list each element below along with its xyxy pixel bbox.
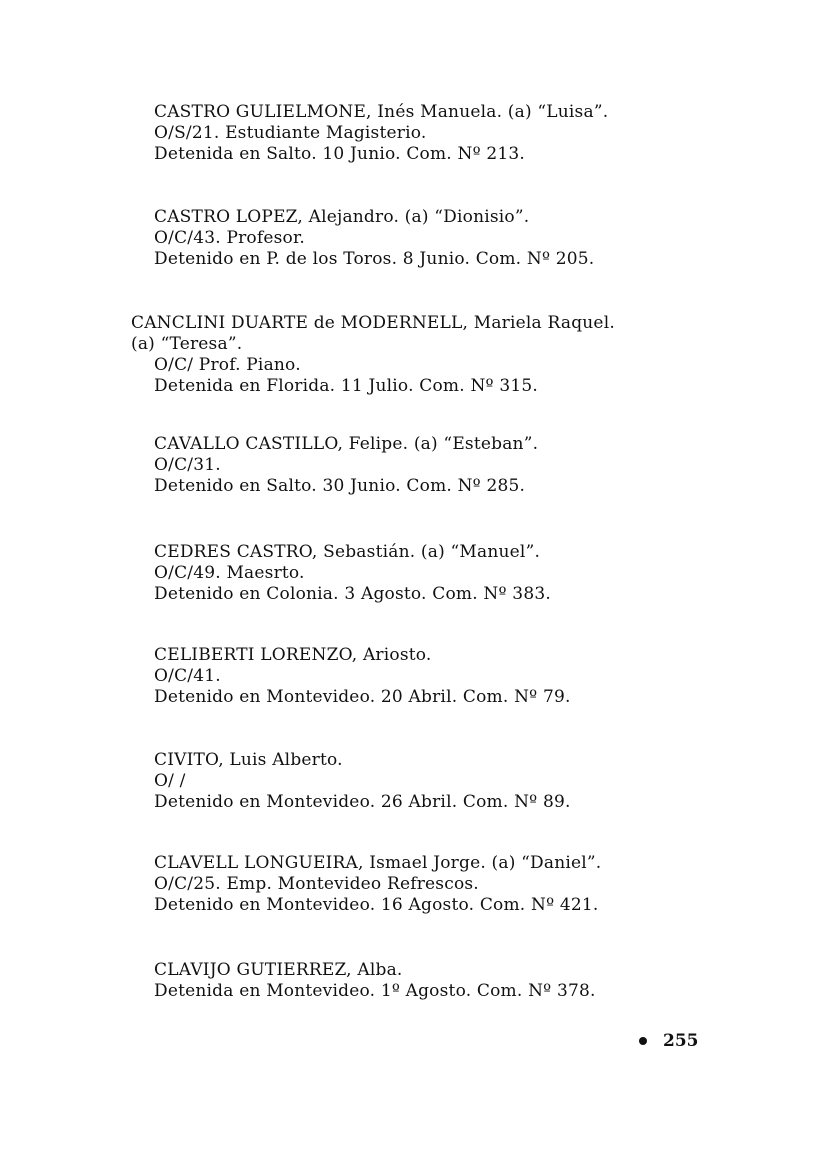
- bullet-icon: [639, 1037, 647, 1045]
- entry-detention-line: Detenida en Florida. 11 Julio. Com. Nº 315.: [154, 376, 538, 396]
- entry-cavallo-castillo: [154, 434, 714, 497]
- entry-detention-line: Detenido en Salto. 30 Junio. Com. Nº 285.: [154, 476, 526, 496]
- entry-detail-line: O/C/ Prof. Piano.: [154, 355, 301, 375]
- entry-name-line: CAVALLO CASTILLO, Felipe. (a) “Esteban”.: [154, 434, 539, 454]
- entry-detention-line: Detenida en Salto. 10 Junio. Com. Nº 213.: [154, 144, 526, 164]
- entry-canclini-duarte: [131, 313, 691, 397]
- entry-name-line: CLAVIJO GUTIERREZ, Alba.: [154, 960, 403, 980]
- page-number: 255: [663, 1031, 699, 1051]
- entry-clavijo-gutierrez: [154, 960, 714, 1002]
- entry-detention-line: Detenido en P. de los Toros. 8 Junio. Com. Nº 205.: [154, 249, 595, 269]
- entry-name-line: CELIBERTI LORENZO, Ariosto.: [154, 645, 432, 665]
- page-footer: [639, 1030, 719, 1052]
- entry-detail-line: O/ /: [154, 771, 186, 791]
- entry-detention-line: Detenida en Montevideo. 1º Agosto. Com. Nº 378.: [154, 981, 596, 1001]
- entry-name-line: CIVITO, Luis Alberto.: [154, 750, 343, 770]
- entry-name-line: CASTRO GULIELMONE, Inés Manuela. (a) “Luisa”.: [154, 102, 609, 122]
- entry-detention-line: Detenido en Montevideo. 20 Abril. Com. Nº 79.: [154, 687, 571, 707]
- entry-celiberti-lorenzo: [154, 645, 714, 708]
- entry-detail-line: O/C/31.: [154, 455, 221, 475]
- entry-detention-line: Detenido en Colonia. 3 Agosto. Com. Nº 383.: [154, 584, 551, 604]
- entry-name-line: CEDRES CASTRO, Sebastián. (a) “Manuel”.: [154, 542, 541, 562]
- entry-name-line: CLAVELL LONGUEIRA, Ismael Jorge. (a) “Daniel”.: [154, 853, 602, 873]
- entry-detail-line: O/C/41.: [154, 666, 221, 686]
- entry-name-line: CANCLINI DUARTE de MODERNELL, Mariela Raquel.: [131, 313, 615, 333]
- entry-alias-line: (a) “Teresa”.: [131, 334, 243, 354]
- entry-detail-line: O/C/43. Profesor.: [154, 228, 306, 248]
- entry-cedres-castro: [154, 542, 714, 605]
- entry-detail-line: O/S/21. Estudiante Magisterio.: [154, 123, 427, 143]
- entry-castro-lopez: [154, 207, 714, 270]
- entry-name-line: CASTRO LOPEZ, Alejandro. (a) “Dionisio”.: [154, 207, 530, 227]
- entry-clavell-longueira: [154, 853, 714, 916]
- entry-detention-line: Detenido en Montevideo. 16 Agosto. Com. Nº 421.: [154, 895, 599, 915]
- entry-castro-gulielmone: [154, 102, 714, 165]
- entry-detail-line: O/C/25. Emp. Montevideo Refrescos.: [154, 874, 479, 894]
- entry-civito: [154, 750, 714, 813]
- entry-detail-line: O/C/49. Maesrto.: [154, 563, 305, 583]
- entry-detention-line: Detenido en Montevideo. 26 Abril. Com. Nº 89.: [154, 792, 571, 812]
